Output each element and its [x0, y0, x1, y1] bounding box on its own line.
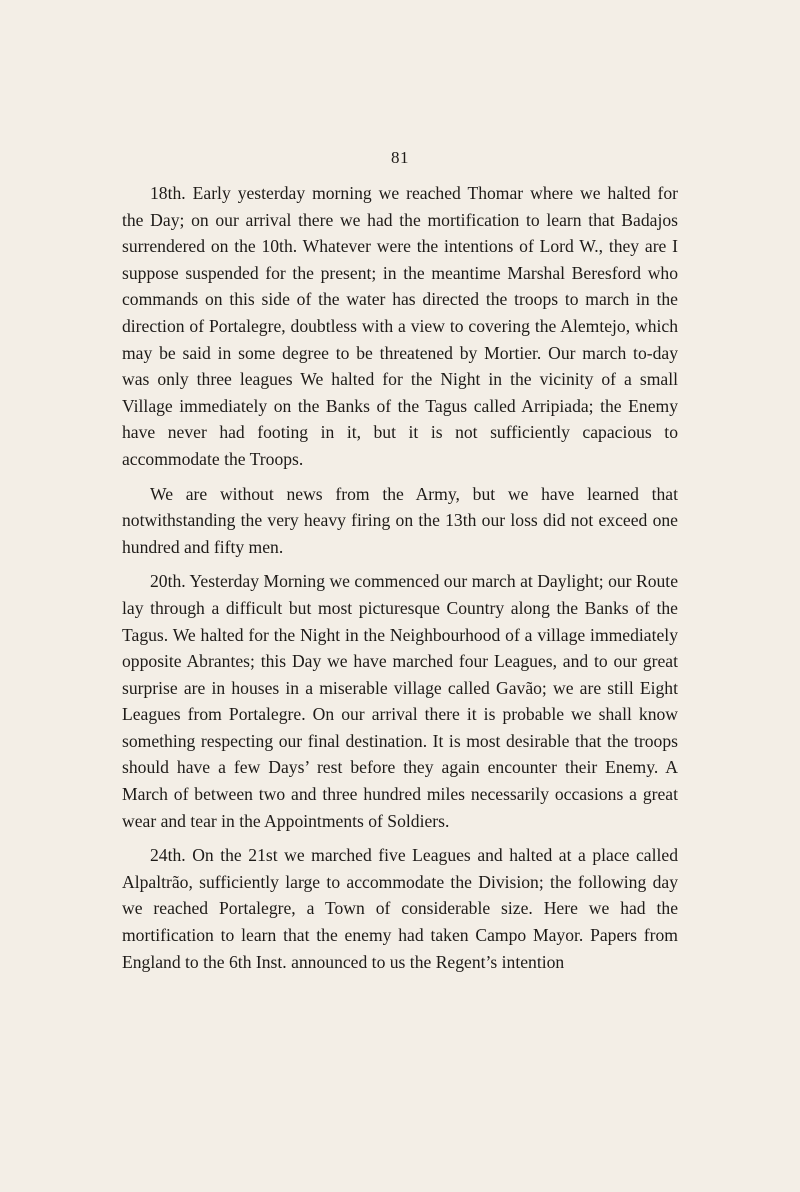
paragraph-army-news: We are without news from the Army, but we have learned that notwithstanding the very heavy firing on the 13th our loss did not exceed one hundred and fifty men. — [122, 483, 678, 557]
paragraph-20th: 20th. Yesterday Morning we commenced our march at Daylight; our Route lay through a difficult but most picturesque Country along the Banks of the Tagus. We halted for the Night in the Neighbourhood of a village immediately opposite Abrantes; this Day we have marched four Leagues, and to our great surprise are in houses in a miserable village called Gavão; we are still Eight Leagues from Portalegre. On our arrival there it is probable we shall know something respecting our final destination. It is most desirable that the troops should have a few Days’ rest before they again encounter their Enemy. A March of between two and three hundred miles necessarily occasions a great wear and tear in the Appointments of Soldiers. — [122, 571, 678, 831]
page-number: 81 — [391, 148, 409, 167]
paragraph-18th: 18th. Early yesterday morning we reached Thomar where we halted for the Day; on our arrival there we had the mortification to learn that Badajos surrendered on the 10th. Whatever were the intentions of Lord W., they are I suppose suspended for the present; in the meantime Marshal Beresford who commands on this side of the water has directed the troops to march in the direction of Portalegre, doubtless with a view to covering the Alemtejo, which may be said in some degree to be threatened by Mortier. Our march to-day was only three leagues We halted for the Night in the vicinity of a small Village immediately on the Banks of the Tagus called Arripiada; the Enemy have never had footing in it, but it is not sufficiently capacious to accommodate the Troops. — [122, 183, 678, 469]
body-text — [122, 180, 678, 983]
paragraph-24th: 24th. On the 21st we marched five Leagues and halted at a place called Alpaltrão, sufficiently large to accommodate the Division; the following day we reached Portalegre, a Town of considerable size. Here we had the mortification to learn that the enemy had taken Campo Mayor. Papers from England to the 6th Inst. announced to us the Regent’s intention — [122, 845, 678, 972]
